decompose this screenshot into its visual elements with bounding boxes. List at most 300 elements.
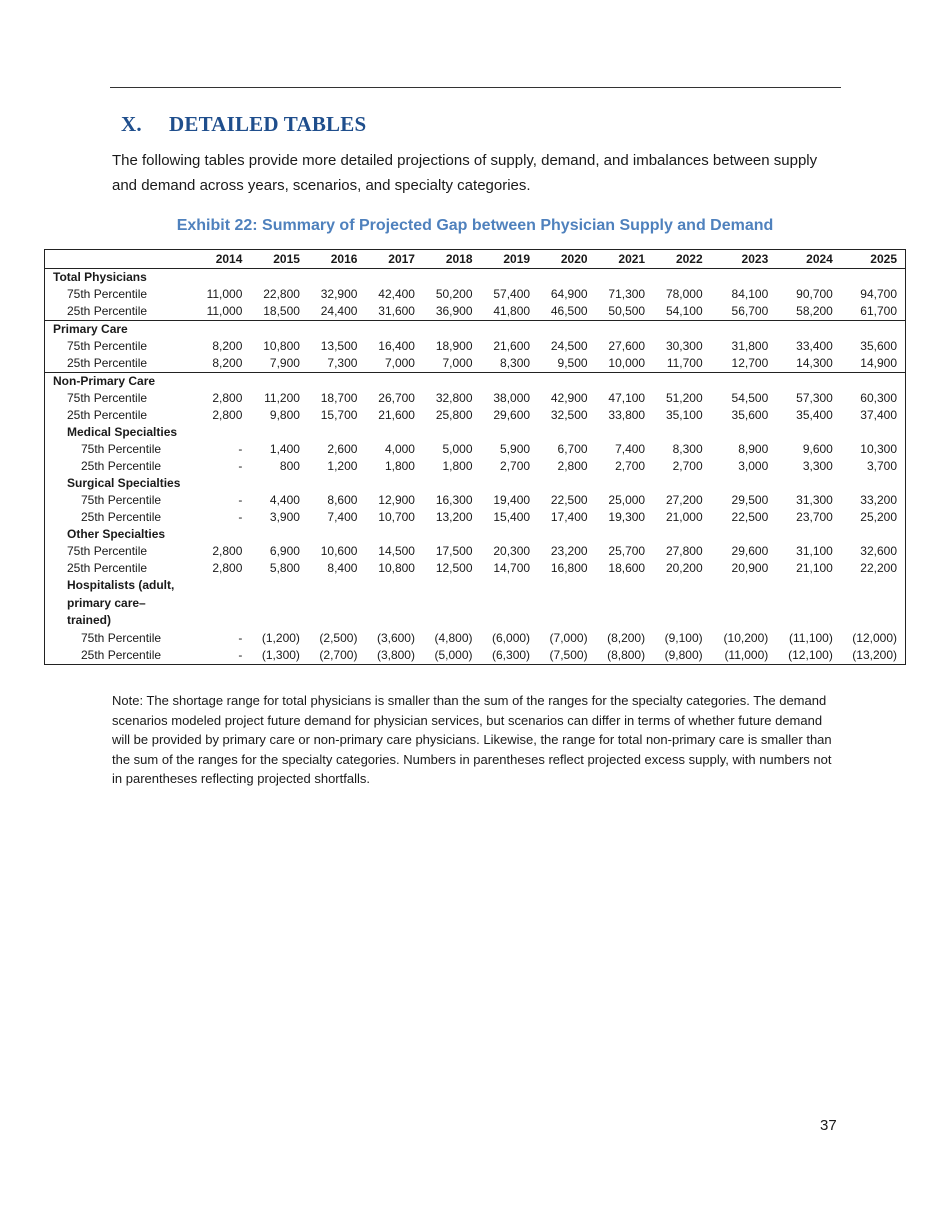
table-cell: 2,700 (500, 459, 531, 473)
table-cell: 42,400 (378, 287, 415, 301)
table-cell: 29,600 (493, 408, 531, 422)
table-cell (653, 321, 711, 339)
table-cell: 2,600 (327, 442, 358, 456)
table-cell: 50,500 (596, 303, 654, 321)
table-cell: 8,600 (327, 493, 358, 507)
table-cell: 21,600 (493, 339, 531, 353)
table-row-label: 75th Percentile (67, 391, 148, 405)
table-cell: (9,800) (664, 647, 703, 662)
group-header-row (45, 269, 906, 287)
table-cell (711, 577, 777, 630)
table-cell: (13,200) (852, 647, 897, 662)
table-cell: 2,800 (557, 459, 588, 473)
table-cell: - (238, 493, 243, 507)
table-cell (250, 526, 308, 543)
table-cell: (7,500) (549, 647, 588, 662)
table-cell (481, 321, 539, 339)
table-cell: (7,000) (549, 630, 588, 645)
table-cell: 60,300 (860, 391, 897, 405)
intro-paragraph: The following tables provide more detailed projections of supply, demand, and imbalances between supply and demand across years, scenarios, and specialty categories. (112, 152, 818, 194)
table-cell: 7,900 (250, 355, 308, 373)
table-cell: 57,400 (493, 287, 531, 301)
table-cell: 13,200 (435, 510, 473, 524)
table-cell: 1,400 (269, 442, 300, 456)
table-cell: 3,000 (738, 459, 769, 473)
year-header: 2021 (596, 250, 654, 269)
table-row (45, 338, 906, 355)
table-cell (711, 321, 777, 339)
table-cell (711, 475, 777, 492)
table-cell: 42,900 (550, 391, 588, 405)
table-cell: 24,500 (550, 339, 588, 353)
table-cell (538, 577, 596, 630)
table-cell: 32,800 (435, 391, 473, 405)
year-header: 2023 (711, 250, 777, 269)
year-header: 2015 (250, 250, 308, 269)
table-cell: 20,200 (665, 561, 703, 575)
section-number: X. (121, 112, 142, 136)
table-cell: 6,900 (269, 544, 300, 558)
table-cell (250, 475, 308, 492)
table-cell (194, 577, 251, 630)
table-cell (365, 475, 423, 492)
table-cell: 64,900 (550, 287, 588, 301)
table-row (45, 560, 906, 577)
table-cell (653, 373, 711, 391)
table-cell: 41,800 (481, 303, 539, 321)
table-cell: 1,200 (327, 459, 358, 473)
table-cell (481, 526, 539, 543)
table-cell: (3,800) (376, 647, 415, 662)
table-cell: (10,200) (723, 630, 769, 645)
table-cell: 21,600 (378, 408, 415, 422)
table-cell (776, 475, 841, 492)
table-cell (841, 424, 906, 441)
table-cell: 18,700 (320, 391, 358, 405)
table-cell: (1,300) (261, 647, 300, 662)
table-cell: 20,900 (731, 561, 769, 575)
table-cell: 35,100 (665, 408, 703, 422)
table-cell (538, 321, 596, 339)
table-cell (481, 269, 539, 287)
table-cell (308, 269, 366, 287)
table-cell (194, 321, 251, 339)
table-cell: 3,900 (269, 510, 300, 524)
section-title (121, 112, 366, 137)
subgroup-header-row-label: Hospitalists (adult, primary care–trained) (67, 578, 175, 627)
table-row-label: 75th Percentile (67, 339, 148, 353)
subgroup-header-row-label: Other Specialties (67, 527, 166, 541)
table-cell: - (238, 630, 243, 645)
table-cell: 54,100 (653, 303, 711, 321)
year-header: 2019 (481, 250, 539, 269)
table-cell: 24,400 (308, 303, 366, 321)
table-cell: 4,400 (269, 493, 300, 507)
table-cell (365, 373, 423, 391)
year-header: 2016 (308, 250, 366, 269)
table-cell: 32,500 (550, 408, 588, 422)
table-cell: 36,900 (423, 303, 481, 321)
year-header: 2014 (194, 250, 251, 269)
table-cell: 22,200 (860, 561, 897, 575)
table-cell: (4,800) (434, 630, 473, 645)
table-cell (841, 321, 906, 339)
table-cell (308, 321, 366, 339)
table-cell (653, 577, 711, 630)
table-cell: 25,200 (860, 510, 897, 524)
table-cell (194, 373, 251, 391)
table-cell: 11,000 (206, 287, 243, 301)
table-cell: 14,700 (493, 561, 531, 575)
table-cell: - (238, 647, 243, 662)
table-cell (776, 424, 841, 441)
table-row-label: 25th Percentile (81, 510, 162, 524)
table-cell: (5,000) (434, 647, 473, 662)
table-cell (423, 475, 481, 492)
table-cell (423, 373, 481, 391)
table-cell (423, 269, 481, 287)
table-cell: 35,600 (860, 339, 897, 353)
subgroup-header-row (45, 526, 906, 543)
table-cell: 10,800 (263, 339, 300, 353)
table-cell (596, 373, 654, 391)
table-cell: 16,800 (550, 561, 588, 575)
table-cell (711, 373, 777, 391)
table-cell: (2,500) (319, 630, 358, 645)
table-cell (481, 577, 539, 630)
table-row (45, 543, 906, 560)
table-row (45, 458, 906, 475)
table-cell: 35,400 (796, 408, 833, 422)
table-cell: 71,300 (608, 287, 646, 301)
table-cell (538, 475, 596, 492)
table-body (45, 269, 906, 665)
table-cell: 18,500 (250, 303, 308, 321)
table-cell: 10,000 (596, 355, 654, 373)
table-cell: 31,100 (796, 544, 833, 558)
table-cell: 31,600 (365, 303, 423, 321)
table-cell: (12,100) (788, 647, 833, 662)
table-cell: 58,200 (776, 303, 841, 321)
table-cell: 5,900 (500, 442, 531, 456)
table-cell (365, 577, 423, 630)
group-header-row (45, 373, 906, 391)
table-cell: 2,800 (212, 408, 243, 422)
table-cell: 17,500 (435, 544, 473, 558)
group-header-row (45, 321, 906, 339)
table-cell (194, 526, 251, 543)
table-cell: 2,800 (212, 561, 243, 575)
table-cell (194, 424, 251, 441)
table-cell: 90,700 (796, 287, 833, 301)
year-header: 2025 (841, 250, 906, 269)
table-cell: 17,400 (550, 510, 588, 524)
table-header-row (45, 250, 906, 269)
table-cell (308, 577, 366, 630)
table-row (45, 407, 906, 424)
table-cell (841, 475, 906, 492)
table-cell: 3,300 (802, 459, 833, 473)
table-cell (250, 373, 308, 391)
table-cell: (6,300) (492, 647, 531, 662)
table-cell: 9,600 (802, 442, 833, 456)
table-cell: - (238, 510, 243, 524)
table-cell: 10,600 (320, 544, 358, 558)
table-cell: 94,700 (860, 287, 897, 301)
table-row-label: 75th Percentile (81, 493, 162, 507)
table-cell (538, 269, 596, 287)
table-cell: 7,300 (308, 355, 366, 373)
table-cell: 27,600 (608, 339, 646, 353)
table-cell: 2,700 (615, 459, 646, 473)
table-row-label: 75th Percentile (67, 287, 148, 301)
table-cell (481, 424, 539, 441)
table-cell: (9,100) (664, 630, 703, 645)
table-cell (841, 526, 906, 543)
table-cell (365, 269, 423, 287)
table-cell (194, 269, 251, 287)
year-header: 2024 (776, 250, 841, 269)
table-cell (308, 424, 366, 441)
table-row (45, 303, 906, 321)
table-cell (841, 269, 906, 287)
table-cell: 12,900 (378, 493, 415, 507)
table-cell: (8,200) (607, 630, 646, 645)
table-cell (365, 321, 423, 339)
table-row (45, 630, 906, 647)
table-cell (538, 424, 596, 441)
table-cell (776, 577, 841, 630)
table-cell (250, 269, 308, 287)
table-cell (841, 577, 906, 630)
table-cell (596, 475, 654, 492)
table-note: Note: The shortage range for total physicians is smaller than the sum of the ranges for the specialty categories. The demand scenarios modeled project future demand for physician services, but scenarios can differ in terms of whether future demand will be provided by primary care or non-primary care physicians. Likewise, the range for total non-primary care is smaller than the sum of the ranges for the specialty categories. Numbers in parentheses reflect projected excess supply, with numbers not in parentheses reflecting projected shortfalls. (112, 693, 832, 786)
table-cell: 8,300 (481, 355, 539, 373)
subgroup-header-row (45, 475, 906, 492)
table-cell (538, 526, 596, 543)
section-title-text: DETAILED TABLES (169, 112, 367, 136)
table-cell (653, 424, 711, 441)
table-cell: 21,000 (665, 510, 703, 524)
table-cell: 12,500 (435, 561, 473, 575)
table-cell: 9,800 (269, 408, 300, 422)
table-cell: 27,800 (665, 544, 703, 558)
table-cell: 16,400 (378, 339, 415, 353)
table-cell: (2,700) (319, 647, 358, 662)
year-header: 2022 (653, 250, 711, 269)
table-cell: 7,400 (615, 442, 646, 456)
table-cell (194, 475, 251, 492)
table-cell: 22,500 (550, 493, 588, 507)
table-cell: 25,000 (608, 493, 646, 507)
table-cell: 47,100 (608, 391, 646, 405)
table-cell: 19,300 (608, 510, 646, 524)
table-cell: 18,900 (435, 339, 473, 353)
table-cell (481, 373, 539, 391)
table-cell: 50,200 (435, 287, 473, 301)
table-cell: 31,800 (731, 339, 769, 353)
table-cell (538, 373, 596, 391)
table-cell: 32,600 (860, 544, 897, 558)
table-cell: (11,000) (724, 647, 769, 662)
table-cell (596, 321, 654, 339)
table-cell: 11,000 (194, 303, 251, 321)
table-row (45, 509, 906, 526)
table-cell (776, 373, 841, 391)
table-cell: (6,000) (492, 630, 531, 645)
table-cell: 29,600 (731, 544, 769, 558)
table-cell: 27,200 (665, 493, 703, 507)
table-cell: 8,900 (738, 442, 769, 456)
table-cell (596, 526, 654, 543)
table-cell: 61,700 (841, 303, 906, 321)
table-cell (776, 269, 841, 287)
table-cell: 31,300 (796, 493, 833, 507)
table-cell: 5,000 (442, 442, 473, 456)
table-cell (365, 526, 423, 543)
table-cell: 46,500 (538, 303, 596, 321)
table-cell (423, 424, 481, 441)
table-cell: 29,500 (731, 493, 769, 507)
table-row (45, 492, 906, 509)
table-cell (250, 321, 308, 339)
table-cell (596, 269, 654, 287)
table-cell: 37,400 (860, 408, 897, 422)
table-cell: 33,800 (608, 408, 646, 422)
table-row-label: 25th Percentile (67, 561, 148, 575)
table-cell (365, 424, 423, 441)
table-row-label: 25th Percentile (45, 303, 194, 321)
page-number: 37 (820, 1117, 837, 1134)
table-cell: 3,700 (866, 459, 897, 473)
table-cell: (12,000) (852, 630, 897, 645)
table-row (45, 390, 906, 407)
table-cell: 51,200 (665, 391, 703, 405)
table-cell: 12,700 (711, 355, 777, 373)
table-cell (653, 269, 711, 287)
table-cell: 8,200 (212, 339, 243, 353)
table-cell (653, 475, 711, 492)
table-cell: 10,300 (860, 442, 897, 456)
table-row (45, 286, 906, 303)
table-row (45, 441, 906, 458)
table-cell: 7,400 (327, 510, 358, 524)
table-cell: 13,500 (320, 339, 358, 353)
group-header-row-label: Non-Primary Care (53, 374, 156, 388)
table-cell: 14,300 (776, 355, 841, 373)
table-cell: 23,700 (796, 510, 833, 524)
table-cell: - (238, 459, 243, 473)
table-cell: (8,800) (607, 647, 646, 662)
table-cell: 10,800 (378, 561, 415, 575)
subgroup-header-row (45, 424, 906, 441)
table-cell: (3,600) (376, 630, 415, 645)
table-cell: 33,200 (860, 493, 897, 507)
table-cell: 6,700 (557, 442, 588, 456)
table-cell: 54,500 (731, 391, 769, 405)
table-cell (711, 526, 777, 543)
table-cell: 33,400 (796, 339, 833, 353)
table-cell: 800 (279, 459, 300, 473)
table-row-label: 75th Percentile (81, 630, 162, 645)
table-cell: 38,000 (493, 391, 531, 405)
table-cell: 11,700 (653, 355, 711, 373)
table-cell: 14,900 (841, 355, 906, 373)
table-cell: 19,400 (493, 493, 531, 507)
table-row-label: 75th Percentile (81, 442, 162, 456)
table-cell (653, 526, 711, 543)
table-cell: 15,700 (320, 408, 358, 422)
table-cell (596, 577, 654, 630)
table-cell (841, 373, 906, 391)
table-cell: 7,000 (365, 355, 423, 373)
table-cell (711, 424, 777, 441)
table-cell: (1,200) (261, 630, 300, 645)
subgroup-header-row-label: Medical Specialties (67, 425, 178, 439)
table-cell (776, 321, 841, 339)
table-cell: 2,800 (212, 544, 243, 558)
table-cell: 9,500 (538, 355, 596, 373)
table-cell (308, 526, 366, 543)
table-cell: 32,900 (320, 287, 358, 301)
table-row (45, 647, 906, 665)
table-cell: 22,800 (263, 287, 300, 301)
table-cell: 78,000 (665, 287, 703, 301)
table-cell: 22,500 (731, 510, 769, 524)
year-header: 2018 (423, 250, 481, 269)
table-cell: 56,700 (711, 303, 777, 321)
table-cell: 5,800 (269, 561, 300, 575)
table-cell (423, 321, 481, 339)
table-cell: 25,800 (435, 408, 473, 422)
table-cell: - (238, 442, 243, 456)
table-cell: 57,300 (796, 391, 833, 405)
table-row (45, 355, 906, 373)
table-cell: 25,700 (608, 544, 646, 558)
table-cell: 18,600 (608, 561, 646, 575)
table-cell: 23,200 (550, 544, 588, 558)
gap-table (44, 249, 906, 665)
table-cell: 7,000 (423, 355, 481, 373)
table-cell: 4,000 (384, 442, 415, 456)
year-header: 2020 (538, 250, 596, 269)
table-cell: 35,600 (731, 408, 769, 422)
table-cell: 30,300 (665, 339, 703, 353)
table-cell (596, 424, 654, 441)
table-cell: 14,500 (378, 544, 415, 558)
table-cell: 8,300 (672, 442, 703, 456)
table-cell: 10,700 (378, 510, 415, 524)
table-cell: 20,300 (493, 544, 531, 558)
table-cell: 1,800 (442, 459, 473, 473)
table-corner (45, 250, 194, 269)
table-row-label: 25th Percentile (67, 408, 148, 422)
table-cell (308, 373, 366, 391)
table-cell: 26,700 (378, 391, 415, 405)
table-cell: 15,400 (493, 510, 531, 524)
table-cell: 2,800 (212, 391, 243, 405)
table-cell (776, 526, 841, 543)
table-cell: 84,100 (731, 287, 769, 301)
table-cell: (11,100) (789, 630, 833, 645)
table-cell: 11,200 (264, 391, 300, 405)
table-cell (711, 269, 777, 287)
table-cell: 16,300 (435, 493, 473, 507)
table-row-label: 75th Percentile (67, 544, 148, 558)
table-cell (423, 577, 481, 630)
table-cell (308, 475, 366, 492)
table-cell (481, 475, 539, 492)
